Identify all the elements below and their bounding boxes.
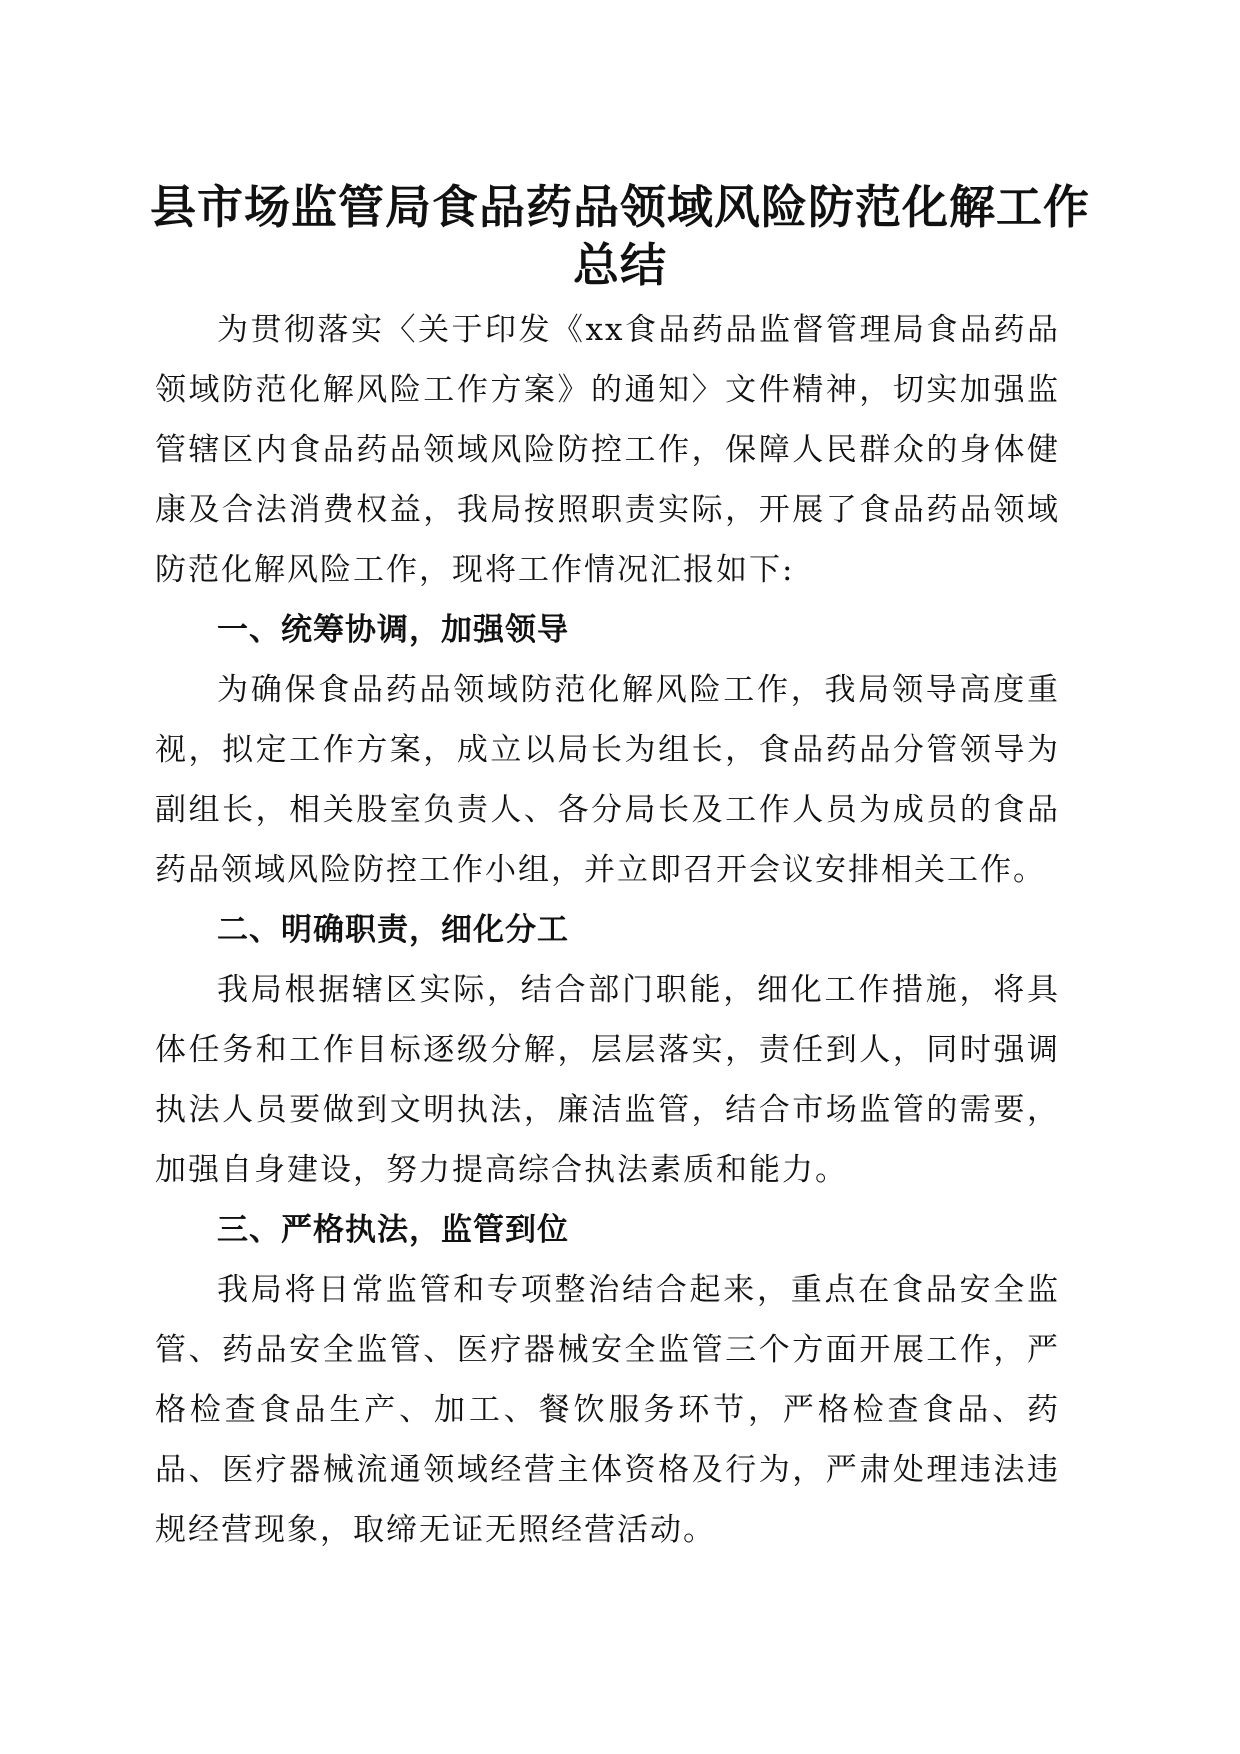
section-paragraph-2: 我局根据辖区实际，结合部门职能，细化工作措施，将具体任务和工作目标逐级分解，层层落实，责任到人，同时强调执法人员要做到文明执法，廉洁监管，结合市场监管的需要，加强自身建设，努力提高综合执法素质和能力。	[155, 972, 1060, 1188]
document-body	[155, 300, 1060, 1560]
section-heading-1: 一、统筹协调，加强领导	[217, 612, 569, 648]
section-paragraph-3: 我局将日常监管和专项整治结合起来，重点在食品安全监管、药品安全监管、医疗器械安全监管三个方面开展工作，严格检查食品生产、加工、餐饮服务环节，严格检查食品、药品、医疗器械流通领域经营主体资格及行为，严肃处理违法违规经营现象，取缔无证无照经营活动。	[155, 1272, 1060, 1548]
intro-paragraph: 为贯彻落实〈关于印发《xx食品药品监督管理局食品药品领域防范化解风险工作方案》的通知〉文件精神，切实加强监管辖区内食品药品领域风险防控工作，保障人民群众的身体健康及合法消费权益，我局按照职责实际，开展了食品药品领域防范化解风险工作，现将工作情况汇报如下:	[155, 312, 1060, 588]
section-paragraph-1: 为确保食品药品领域防范化解风险工作，我局领导高度重视，拟定工作方案，成立以局长为组长，食品药品分管领导为副组长，相关股室负责人、各分局长及工作人员为成员的食品药品领域风险防控工作小组，并立即召开会议安排相关工作。	[155, 672, 1060, 888]
document-title	[140, 178, 1100, 294]
document-title-line-1: 县市场监管局食品药品领域风险防范化解工作	[150, 180, 1090, 234]
document-title-line-2: 总结	[573, 238, 667, 292]
section-heading-3: 三、严格执法，监管到位	[217, 1212, 569, 1248]
section-heading-2: 二、明确职责，细化分工	[217, 912, 569, 948]
